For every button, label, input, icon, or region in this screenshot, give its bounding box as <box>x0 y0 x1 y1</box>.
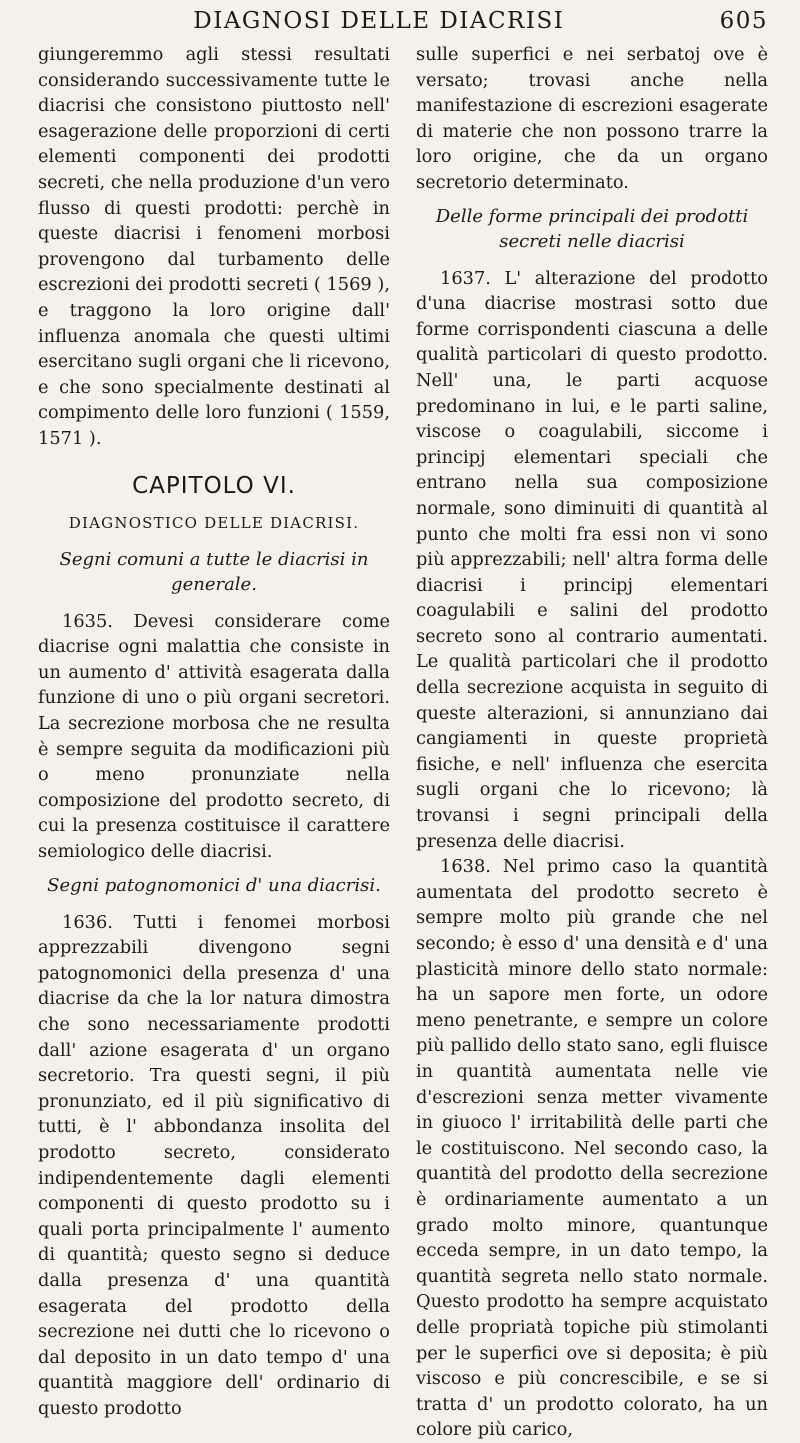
page-number: 605 <box>719 8 768 34</box>
right-column <box>416 42 768 1443</box>
running-title: DIAGNOSI DELLE DIACRISI <box>193 8 565 34</box>
section-heading: DIAGNOSTICO DELLE DIACRISI. <box>68 514 360 533</box>
left-column <box>38 42 390 1443</box>
chapter-heading: CAPITOLO VI. <box>132 472 296 499</box>
subheading-pathognomonic-signs: Segni patognomonici d' una diacrisi. <box>47 874 381 896</box>
subheading-common-signs: Segni comuni a tutte le diacrisi in generale. <box>59 548 369 595</box>
page-header <box>38 8 768 38</box>
paragraph-continued: giungeremmo agli stessi resultati considerando successivamente tutte le diacrisi che consistono piuttosto nell' esagerazione delle proporzioni di certi elementi componenti dei prodotti secreti, che nella produzione d'un vero flusso di questi prodotti: perchè in queste diacrisi i fenomeni morbosi provengono dal turbamento delle escrezioni dei prodotti secreti ( 1569 ), e traggono la loro origine dall' influenza anomala che questi ultimi esercitano sugli organi che li ricevono, e che sono specialmente destinati al compimento delle loro funzioni ( 1559, 1571 ). <box>38 44 390 449</box>
subheading-principal-forms: Delle forme principali dei prodotti secreti nelle diacrisi <box>435 205 749 252</box>
paragraph-1638: 1638. Nel primo caso la quantità aumentata del prodotto secreto è sempre molto più grande che nel secondo; è esso d' una densità e d' una plasticità minore dello stato normale: ha un sapore men forte, un odore meno penetrante, e sempre un colore più pallido dello stato sano, egli fluisce in quantità aumentata nelle vie d'escrezioni senza metter vivamente in giuoco l' irritabilità delle parti che le costituiscono. Nel secondo caso, la quantità del prodotto della secrezione è ordinariamente aumentato a un grado molto minore, quantunque ecceda sempre, in un dato tempo, la quantità segreta nello stato normale. Questo prodotto ha sempre acquistato delle propriatà topiche più stimolanti per le superfici ove si deposita; è più viscoso e più concrescibile, e se si tratta d' un prodotto colorato, ha un colore più carico, <box>416 856 768 1441</box>
paragraph-1635: 1635. Devesi considerare come diacrise ogni malattia che consiste in un aumento d' attività esagerata dalla funzione di uno o più organi secretori. La secrezione morbosa che ne resulta è sempre seguita da modificazioni più o meno pronunziate nella composizione del prodotto secreto, di cui la presenza costituisce il carattere semiologico delle diacrisi. <box>38 610 390 863</box>
paragraph-1636: 1636. Tutti i fenomei morbosi apprezzabili divengono segni patognomonici della presenza d' una diacrise da che la lor natura dimostra che sono necessariamente prodotti dall' azione esagerata d' un organo secretorio. Tra questi segni, il più pronunziato, ed il più significativo di tutti, è l' abbondanza insolita del prodotto secreto, considerato indipendentemente dagli elementi componenti di questo prodotto su i quali porta principalmente l' aumento di quantità; questo segno si deduce dalla presenza d' una quantità esagerata del prodotto della secrezione nei dutti che lo ricevono o dal deposito in un dato tempo d' una quantità maggiore dell' ordinario di questo prodotto <box>38 911 390 1419</box>
paragraph-1637: 1637. L' alterazione del prodotto d'una diacrise mostrasi sotto due forme corrispondenti ciascuna a delle qualità particolari di questo prodotto. Nell' una, le parti acquose predominano in lui, e le parti saline, viscose o coagulabili, siccome i principj elementari speciali che entrano nella sua composizione normale, sono diminuiti di quantità al punto che molti fra essi non vi sono più apprezzabili; nell' altra forma delle diacrisi i principj elementari coagulabili e salini del prodotto secreto sono al contrario aumentati. Le qualità particolari che il prodotto della secrezione acquista in seguito di queste alterazioni, si annunziano dai cangiamenti in queste proprietà fisiche, e nell' influenza che esercita sugli organi che lo ricevono; là trovansi i segni principali della presenza delle diacrisi. <box>416 267 768 852</box>
text-columns <box>38 42 768 1443</box>
paragraph-continued-right: sulle superfici e nei serbatoj ove è versato; trovasi anche nella manifestazione di escrezioni esagerate di materie che non possono trarre la loro origine, che da un organo secretorio determinato. <box>416 44 768 193</box>
